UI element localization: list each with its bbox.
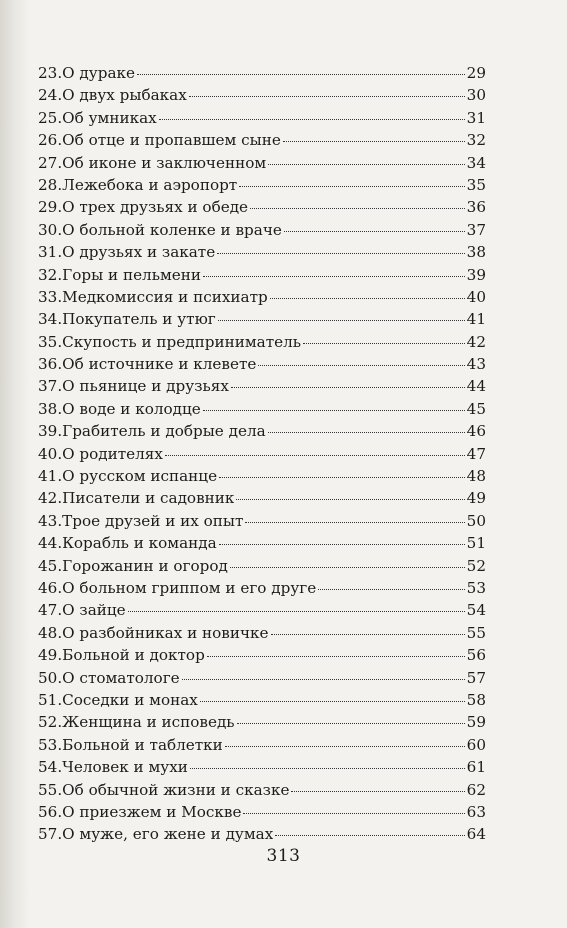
toc-entry-title [38, 129, 281, 151]
toc-entry-title [38, 443, 163, 465]
toc-entry-text: Корабль и команда [62, 534, 217, 553]
toc-entry [38, 375, 486, 397]
dot-leader [268, 432, 465, 433]
toc-entry-number: 49. [38, 646, 63, 665]
toc-entry-text: О больном гриппом и его друге [62, 578, 317, 597]
toc-entry-number: 23. [38, 64, 63, 82]
toc-entry-text: О стоматологе [62, 668, 180, 687]
toc-entry-title [38, 779, 289, 801]
toc-entry-text: Скупость и предприниматель [62, 332, 301, 351]
toc-entry-title [38, 152, 266, 174]
toc-entry-title [38, 756, 188, 778]
toc-entry-text: Лежебока и аэропорт [62, 175, 238, 194]
dot-leader [237, 723, 465, 724]
dot-leader [271, 634, 465, 635]
toc-entry [38, 555, 486, 577]
toc-entry-number: 47. [38, 601, 63, 620]
dot-leader [245, 522, 464, 523]
dot-leader [207, 656, 465, 657]
toc-entry-number: 50. [38, 668, 63, 687]
toc-entry-title [38, 174, 237, 196]
toc-entry-number: 28. [38, 175, 63, 194]
dot-leader [137, 74, 465, 75]
table-of-contents [38, 62, 486, 846]
toc-entry [38, 756, 486, 778]
toc-entry-page: 56 [466, 646, 486, 665]
dot-leader [159, 119, 465, 120]
toc-entry-title [38, 577, 316, 599]
toc-entry-text: Больной и доктор [62, 646, 205, 665]
toc-entry-text: О двух рыбаках [62, 86, 187, 105]
toc-entry-text: Женщина и исповедь [62, 713, 235, 732]
toc-entry [38, 532, 486, 554]
toc-entry-number: 38. [38, 399, 63, 418]
toc-entry-text: О воде и колодце [62, 399, 201, 418]
toc-entry [38, 84, 486, 106]
toc-entry-title [38, 420, 266, 442]
toc-entry-title [38, 84, 187, 106]
toc-entry [38, 353, 486, 375]
toc-entry-title [38, 398, 201, 420]
toc-entry-title [38, 465, 217, 487]
toc-entry [38, 219, 486, 241]
toc-entry-page: 41 [466, 310, 486, 329]
toc-entry-title [38, 734, 223, 756]
toc-entry-title [38, 689, 198, 711]
toc-entry-number: 35. [38, 332, 63, 351]
toc-entry-page: 35 [466, 175, 486, 194]
dot-leader [219, 477, 465, 478]
dot-leader [190, 768, 465, 769]
toc-entry-number: 55. [38, 780, 63, 799]
toc-entry-number: 27. [38, 153, 63, 172]
toc-entry-number: 48. [38, 623, 63, 642]
toc-entry-page: 59 [466, 713, 486, 732]
toc-entry [38, 331, 486, 353]
toc-entry [38, 152, 486, 174]
toc-entry-number: 33. [38, 287, 63, 306]
toc-entry-number: 45. [38, 556, 63, 575]
toc-entry-number: 26. [38, 131, 63, 150]
dot-leader [219, 544, 465, 545]
dot-leader [270, 298, 465, 299]
toc-entry-title [38, 286, 268, 308]
toc-entry-page: 37 [466, 220, 486, 239]
toc-entry [38, 487, 486, 509]
toc-entry-page: 57 [466, 668, 486, 687]
dot-leader [239, 186, 464, 187]
toc-entry-text: О дураке [62, 64, 135, 82]
toc-entry-number: 36. [38, 355, 63, 374]
toc-entry-page: 31 [466, 108, 486, 127]
toc-entry-title [38, 555, 228, 577]
dot-leader [243, 813, 464, 814]
toc-entry-number: 31. [38, 243, 63, 262]
toc-entry [38, 174, 486, 196]
toc-entry-title [38, 196, 248, 218]
toc-entry-page: 47 [466, 444, 486, 463]
toc-entry-text: О приезжем и Москве [62, 802, 242, 821]
book-gutter-shadow [0, 0, 30, 928]
dot-leader [189, 96, 465, 97]
toc-entry-page: 45 [466, 399, 486, 418]
dot-leader [230, 567, 465, 568]
toc-entry [38, 689, 486, 711]
dot-leader [231, 387, 465, 388]
toc-entry-title [38, 241, 215, 263]
dot-leader [250, 208, 465, 209]
toc-entry-text: Об отце и пропавшем сыне [62, 131, 281, 150]
dot-leader [268, 164, 465, 165]
dot-leader [165, 455, 465, 456]
toc-entry [38, 443, 486, 465]
toc-entry-text: Писатели и садовник [62, 489, 235, 508]
dot-leader [203, 410, 465, 411]
dot-leader [318, 589, 464, 590]
dot-leader [291, 791, 464, 792]
toc-entry [38, 398, 486, 420]
toc-entry-page: 43 [466, 355, 486, 374]
toc-entry-title [38, 532, 217, 554]
toc-entry [38, 286, 486, 308]
toc-entry [38, 711, 486, 733]
toc-entry-text: О родителях [62, 444, 163, 463]
toc-entry-text: О пьянице и друзьях [62, 377, 229, 396]
toc-entry-title [38, 308, 216, 330]
toc-entry [38, 823, 486, 845]
toc-entry-text: Медкомиссия и психиатр [62, 287, 268, 306]
toc-entry-number: 25. [38, 108, 63, 127]
toc-entry-text: Горожанин и огород [62, 556, 228, 575]
toc-entry [38, 510, 486, 532]
toc-entry-page: 60 [466, 735, 486, 754]
toc-entry-page: 32 [466, 131, 486, 150]
toc-entry [38, 420, 486, 442]
toc-entry-page: 40 [466, 287, 486, 306]
toc-entry [38, 107, 486, 129]
toc-entry-text: О муже, его жене и думах [62, 825, 274, 844]
toc-entry [38, 734, 486, 756]
toc-entry-text: О друзьях и закате [62, 243, 216, 262]
toc-entry-number: 43. [38, 511, 63, 530]
toc-entry [38, 308, 486, 330]
dot-leader [284, 231, 465, 232]
toc-entry-title [38, 599, 126, 621]
dot-leader [225, 746, 465, 747]
toc-entry-text: Об иконе и заключенном [62, 153, 267, 172]
toc-entry-page: 63 [466, 802, 486, 821]
toc-entry-text: Покупатель и утюг [62, 310, 216, 329]
toc-entry-page: 49 [466, 489, 486, 508]
toc-entry-page: 34 [466, 153, 486, 172]
dot-leader [218, 320, 465, 321]
toc-entry-number: 40. [38, 444, 63, 463]
toc-entry-number: 39. [38, 422, 63, 441]
toc-entry-page: 53 [466, 578, 486, 597]
toc-entry-number: 53. [38, 735, 63, 754]
toc-entry-number: 57. [38, 825, 63, 844]
toc-entry-title [38, 622, 269, 644]
dot-leader [275, 835, 464, 836]
toc-entry-page: 52 [466, 556, 486, 575]
toc-entry-text: Соседки и монах [62, 690, 198, 709]
toc-entry-title [38, 644, 205, 666]
toc-entry-title [38, 375, 229, 397]
toc-entry-number: 56. [38, 802, 63, 821]
toc-entry-number: 51. [38, 690, 63, 709]
toc-entry-text: Об источнике и клевете [62, 355, 257, 374]
toc-entry-text: Грабитель и добрые дела [62, 422, 266, 441]
toc-entry [38, 667, 486, 689]
dot-leader [182, 679, 465, 680]
dot-leader [200, 701, 465, 702]
toc-entry-page: 62 [466, 780, 486, 799]
dot-leader [303, 343, 465, 344]
toc-entry-title [38, 62, 135, 84]
toc-entry-title [38, 331, 301, 353]
toc-entry-page: 44 [466, 377, 486, 396]
toc-entry-text: Трое друзей и их опыт [62, 511, 244, 530]
toc-entry [38, 577, 486, 599]
toc-entry [38, 644, 486, 666]
toc-entry-page: 38 [466, 243, 486, 262]
toc-entry-page: 50 [466, 511, 486, 530]
toc-entry-page: 64 [466, 825, 486, 844]
toc-entry-number: 42. [38, 489, 63, 508]
toc-entry-text: О разбойниках и новичке [62, 623, 269, 642]
dot-leader [283, 141, 465, 142]
toc-entry-page: 36 [466, 198, 486, 217]
toc-entry [38, 241, 486, 263]
toc-entry-number: 30. [38, 220, 63, 239]
toc-entry-text: О трех друзьях и обеде [62, 198, 249, 217]
toc-entry [38, 599, 486, 621]
toc-entry-number: 54. [38, 758, 63, 777]
toc-entry-title [38, 107, 157, 129]
dot-leader [236, 499, 464, 500]
toc-entry-number: 32. [38, 265, 63, 284]
toc-entry-number: 44. [38, 534, 63, 553]
toc-entry-number: 41. [38, 467, 63, 486]
toc-entry-page: 58 [466, 690, 486, 709]
toc-entry-page: 30 [466, 86, 486, 105]
toc-entry [38, 62, 486, 84]
toc-entry-title [38, 264, 201, 286]
toc-entry-number: 52. [38, 713, 63, 732]
toc-entry [38, 129, 486, 151]
toc-entry [38, 465, 486, 487]
toc-entry-title [38, 823, 273, 845]
toc-entry-number: 34. [38, 310, 63, 329]
toc-entry-text: О зайце [62, 601, 126, 620]
toc-entry-text: Горы и пельмени [62, 265, 202, 284]
toc-entry-title [38, 801, 241, 823]
toc-entry [38, 264, 486, 286]
toc-entry-text: Об умниках [62, 108, 157, 127]
toc-entry-title [38, 219, 282, 241]
toc-entry-title [38, 487, 234, 509]
toc-entry-text: Об обычной жизни и сказке [62, 780, 290, 799]
dot-leader [203, 276, 465, 277]
toc-entry-page: 54 [466, 601, 486, 620]
dot-leader [217, 253, 464, 254]
toc-entry-number: 46. [38, 578, 63, 597]
toc-entry-title [38, 667, 180, 689]
toc-entry [38, 779, 486, 801]
toc-entry-page: 29 [466, 64, 486, 82]
toc-entry [38, 801, 486, 823]
toc-entry-number: 37. [38, 377, 63, 396]
dot-leader [128, 611, 465, 612]
toc-entry [38, 196, 486, 218]
toc-entry-page: 51 [466, 534, 486, 553]
toc-entry-page: 42 [466, 332, 486, 351]
toc-entry-page: 39 [466, 265, 486, 284]
toc-entry-text: Человек и мухи [62, 758, 188, 777]
toc-entry-title [38, 711, 235, 733]
page-number: 313 [266, 846, 301, 866]
toc-entry-number: 29. [38, 198, 63, 217]
toc-entry-page: 55 [466, 623, 486, 642]
dot-leader [258, 365, 464, 366]
toc-entry-text: Больной и таблетки [62, 735, 223, 754]
toc-entry-text: О больной коленке и враче [62, 220, 282, 239]
toc-entry-number: 24. [38, 86, 63, 105]
toc-entry [38, 622, 486, 644]
toc-entry-title [38, 510, 243, 532]
toc-entry-page: 48 [466, 467, 486, 486]
toc-entry-page: 61 [466, 758, 486, 777]
toc-entry-text: О русском испанце [62, 467, 218, 486]
toc-entry-page: 46 [466, 422, 486, 441]
toc-entry-title [38, 353, 256, 375]
